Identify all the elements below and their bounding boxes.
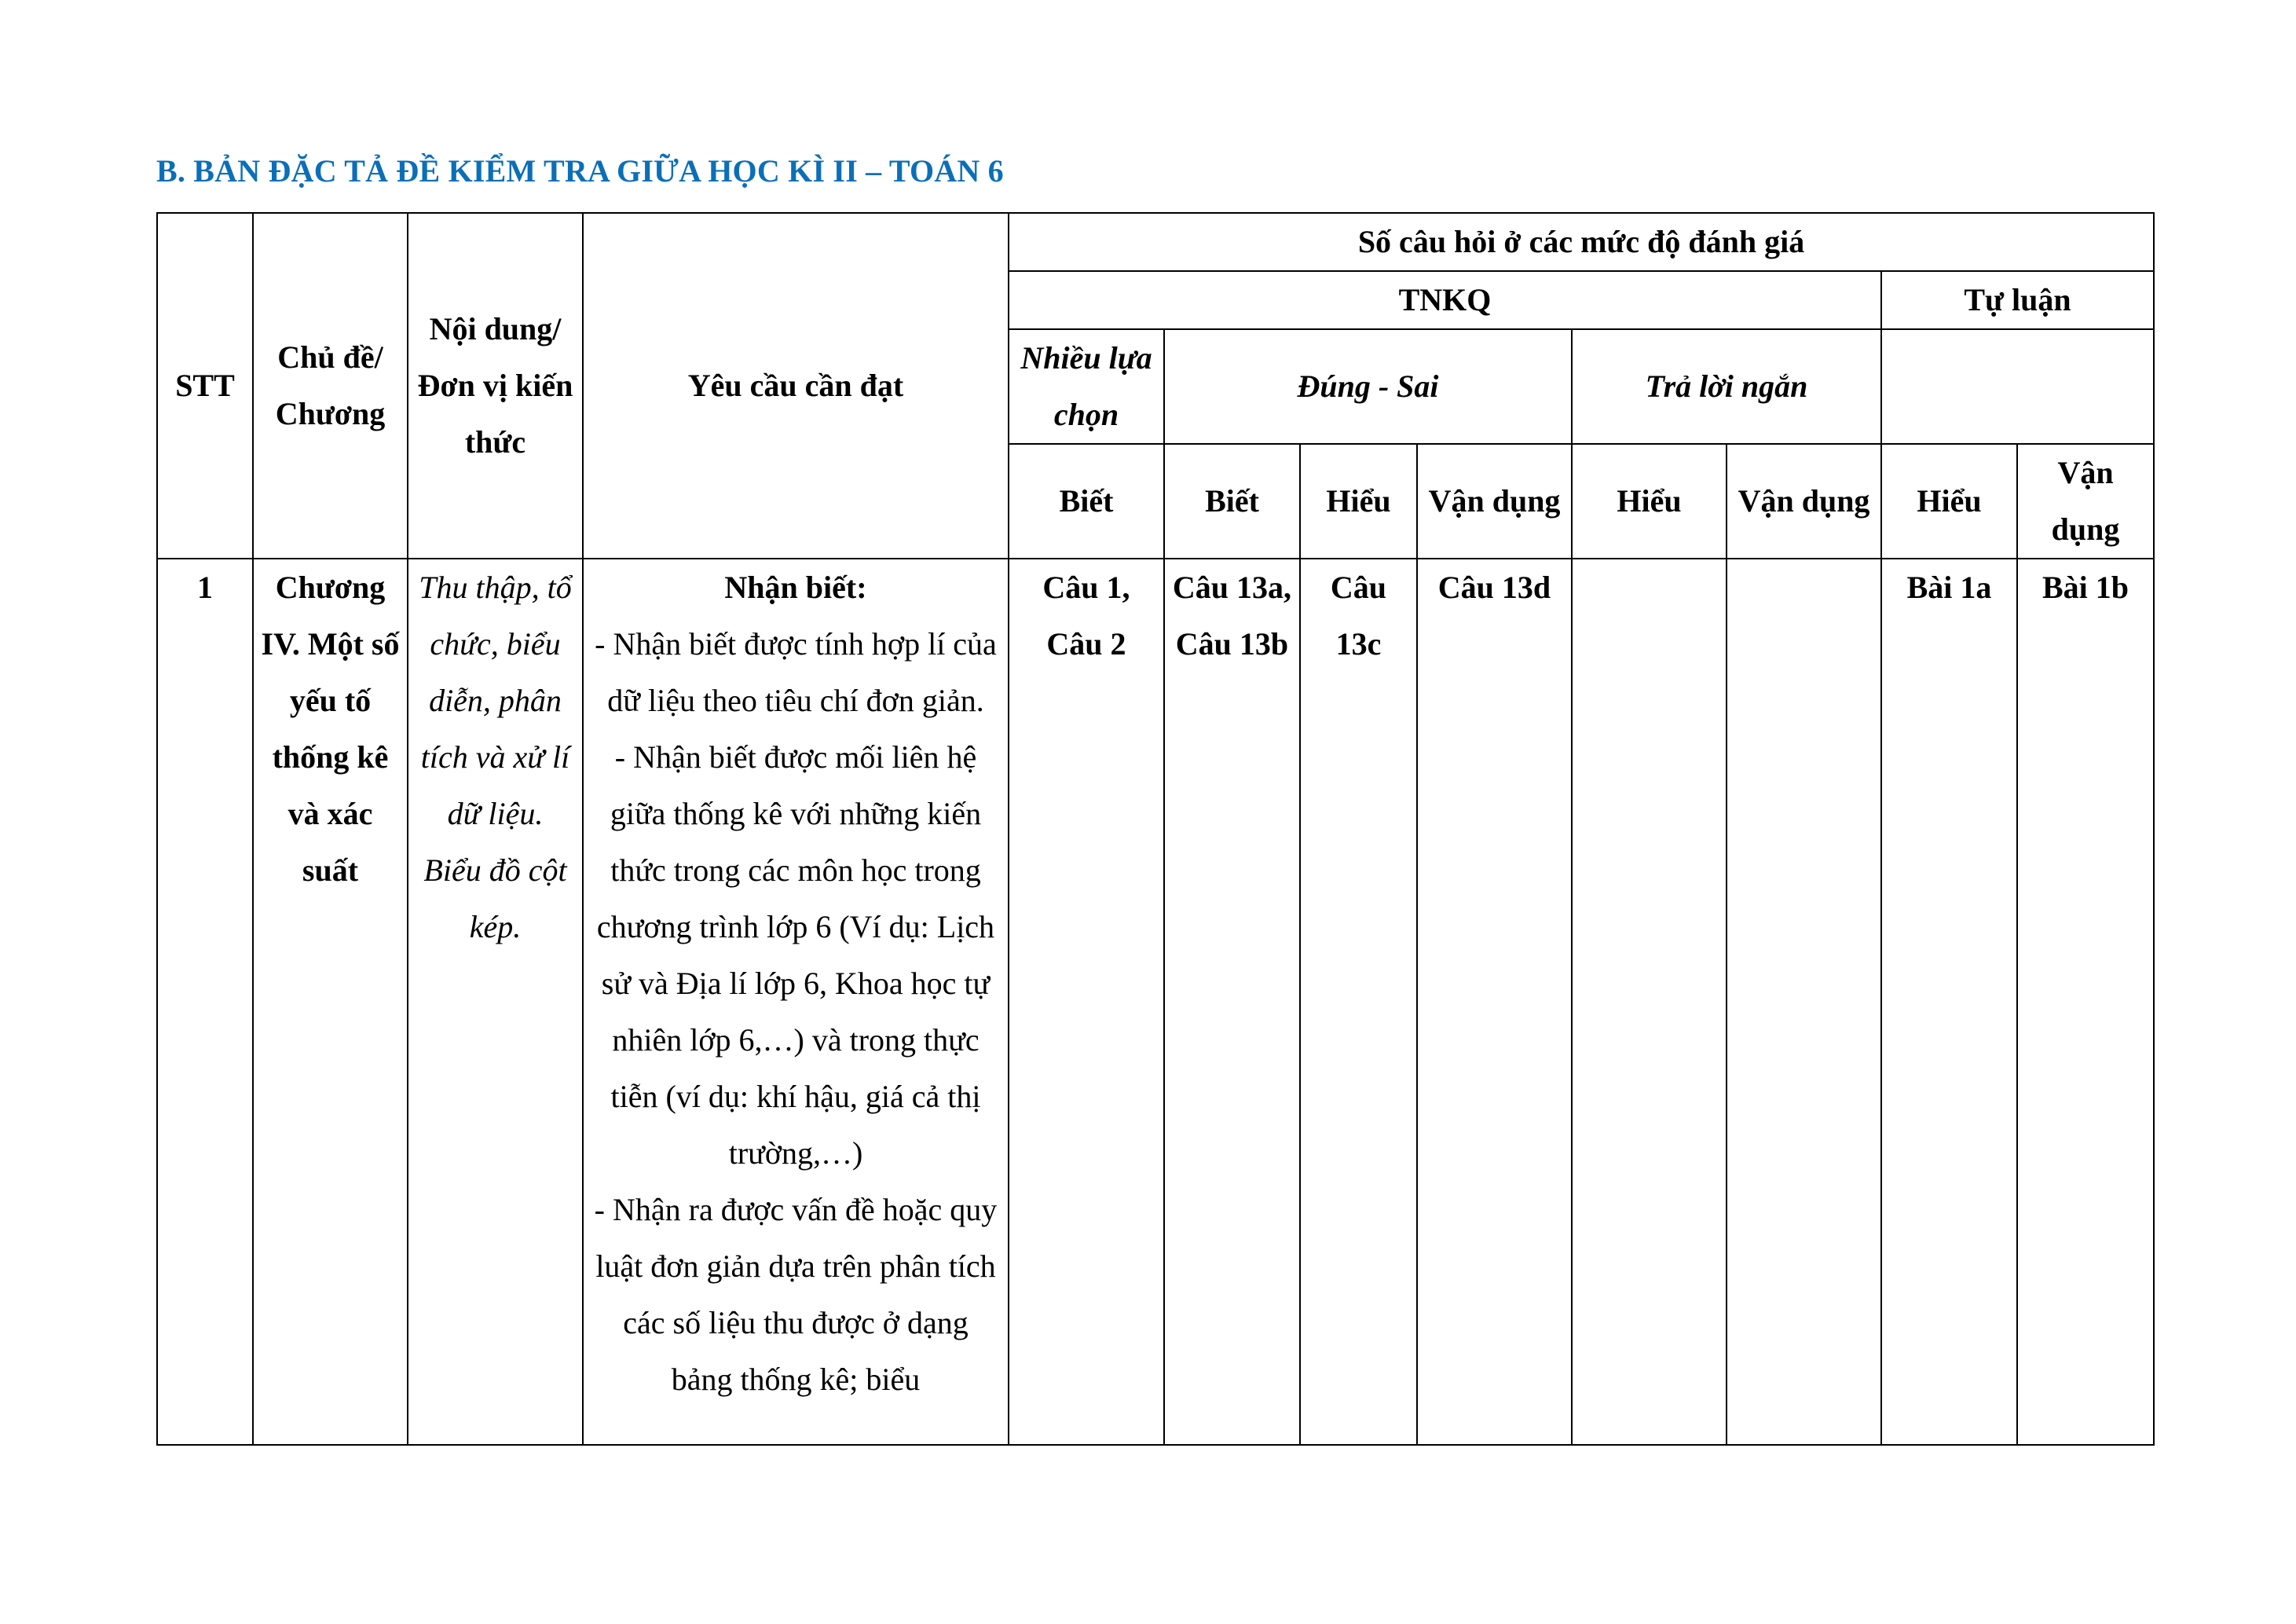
header-so-cau-hoi: Số câu hỏi ở các mức độ đánh giá (1009, 213, 2154, 271)
level-tln-van-dung: Vận dụng (1727, 444, 1881, 559)
header-nhieu-lua-chon: Nhiều lựa chọn (1009, 329, 1164, 444)
yeu-cau-item: - Nhận biết được mối liên hệ giữa thống kê với những kiến thức trong các môn học trong chương trình lớp 6 (Ví dụ: Lịch sử và Địa lí lớp 6, Khoa học tự nhiên lớp 6,…) và trong thực tiễn (ví dụ: khí hậu, giá cả thị trường,…) (596, 739, 995, 1171)
level-ds-biet: Biết (1164, 444, 1300, 559)
document-heading: B. BẢN ĐẶC TẢ ĐỀ KIỂM TRA GIỮA HỌC KÌ II – TOÁN 6 (156, 153, 1004, 189)
noi-dung-text-2: Biểu đồ cột kép. (423, 852, 567, 944)
cell-ds-hieu: Câu 13c (1300, 559, 1417, 1445)
cell-ds-van-dung: Câu 13d (1417, 559, 1572, 1445)
level-mc-biet: Biết (1009, 444, 1164, 559)
header-dung-sai: Đúng - Sai (1164, 329, 1572, 444)
cell-noi-dung (408, 559, 583, 1445)
level-tl-van-dung: Vận dụng (2017, 444, 2154, 559)
header-stt: STT (157, 213, 253, 559)
level-ds-hieu: Hiểu (1300, 444, 1417, 559)
cell-yeu-cau (583, 559, 1009, 1445)
header-tu-luan-blank (1881, 329, 2154, 444)
level-ds-van-dung: Vận dụng (1417, 444, 1572, 559)
yeu-cau-item: - Nhận ra được vấn đề hoặc quy luật đơn giản dựa trên phân tích các số liệu thu được ở dạng bảng thống kê; biểu (594, 1192, 998, 1397)
header-chu-de: Chủ đề/ Chương (253, 213, 408, 559)
header-tra-loi-ngan: Trả lời ngắn (1572, 329, 1881, 444)
header-row-1 (157, 213, 2154, 271)
specification-table (156, 212, 2155, 1446)
header-tu-luan: Tự luận (1881, 271, 2154, 329)
cell-tln-hieu (1572, 559, 1727, 1445)
header-yeu-cau: Yêu cầu cần đạt (583, 213, 1009, 559)
cell-chu-de: Chương IV. Một số yếu tố thống kê và xác suất (253, 559, 408, 1445)
noi-dung-text: Thu thập, tổ chức, biểu diễn, phân tích và xử lí dữ liệu. (419, 570, 572, 831)
level-tln-hieu: Hiểu (1572, 444, 1727, 559)
level-tl-hieu: Hiểu (1881, 444, 2017, 559)
table-row (157, 559, 2154, 1445)
cell-mc-biet: Câu 1, Câu 2 (1009, 559, 1164, 1445)
header-tnkq: TNKQ (1009, 271, 1881, 329)
cell-ds-biet: Câu 13a, Câu 13b (1164, 559, 1300, 1445)
cell-tl-hieu: Bài 1a (1881, 559, 2017, 1445)
cell-tl-van-dung: Bài 1b (2017, 559, 2154, 1445)
yeu-cau-title: Nhận biết: (724, 570, 867, 605)
cell-tln-van-dung (1727, 559, 1881, 1445)
cell-stt: 1 (157, 559, 253, 1445)
header-noi-dung: Nội dung/ Đơn vị kiến thức (408, 213, 583, 559)
yeu-cau-item: - Nhận biết được tính hợp lí của dữ liệu theo tiêu chí đơn giản. (595, 626, 997, 718)
